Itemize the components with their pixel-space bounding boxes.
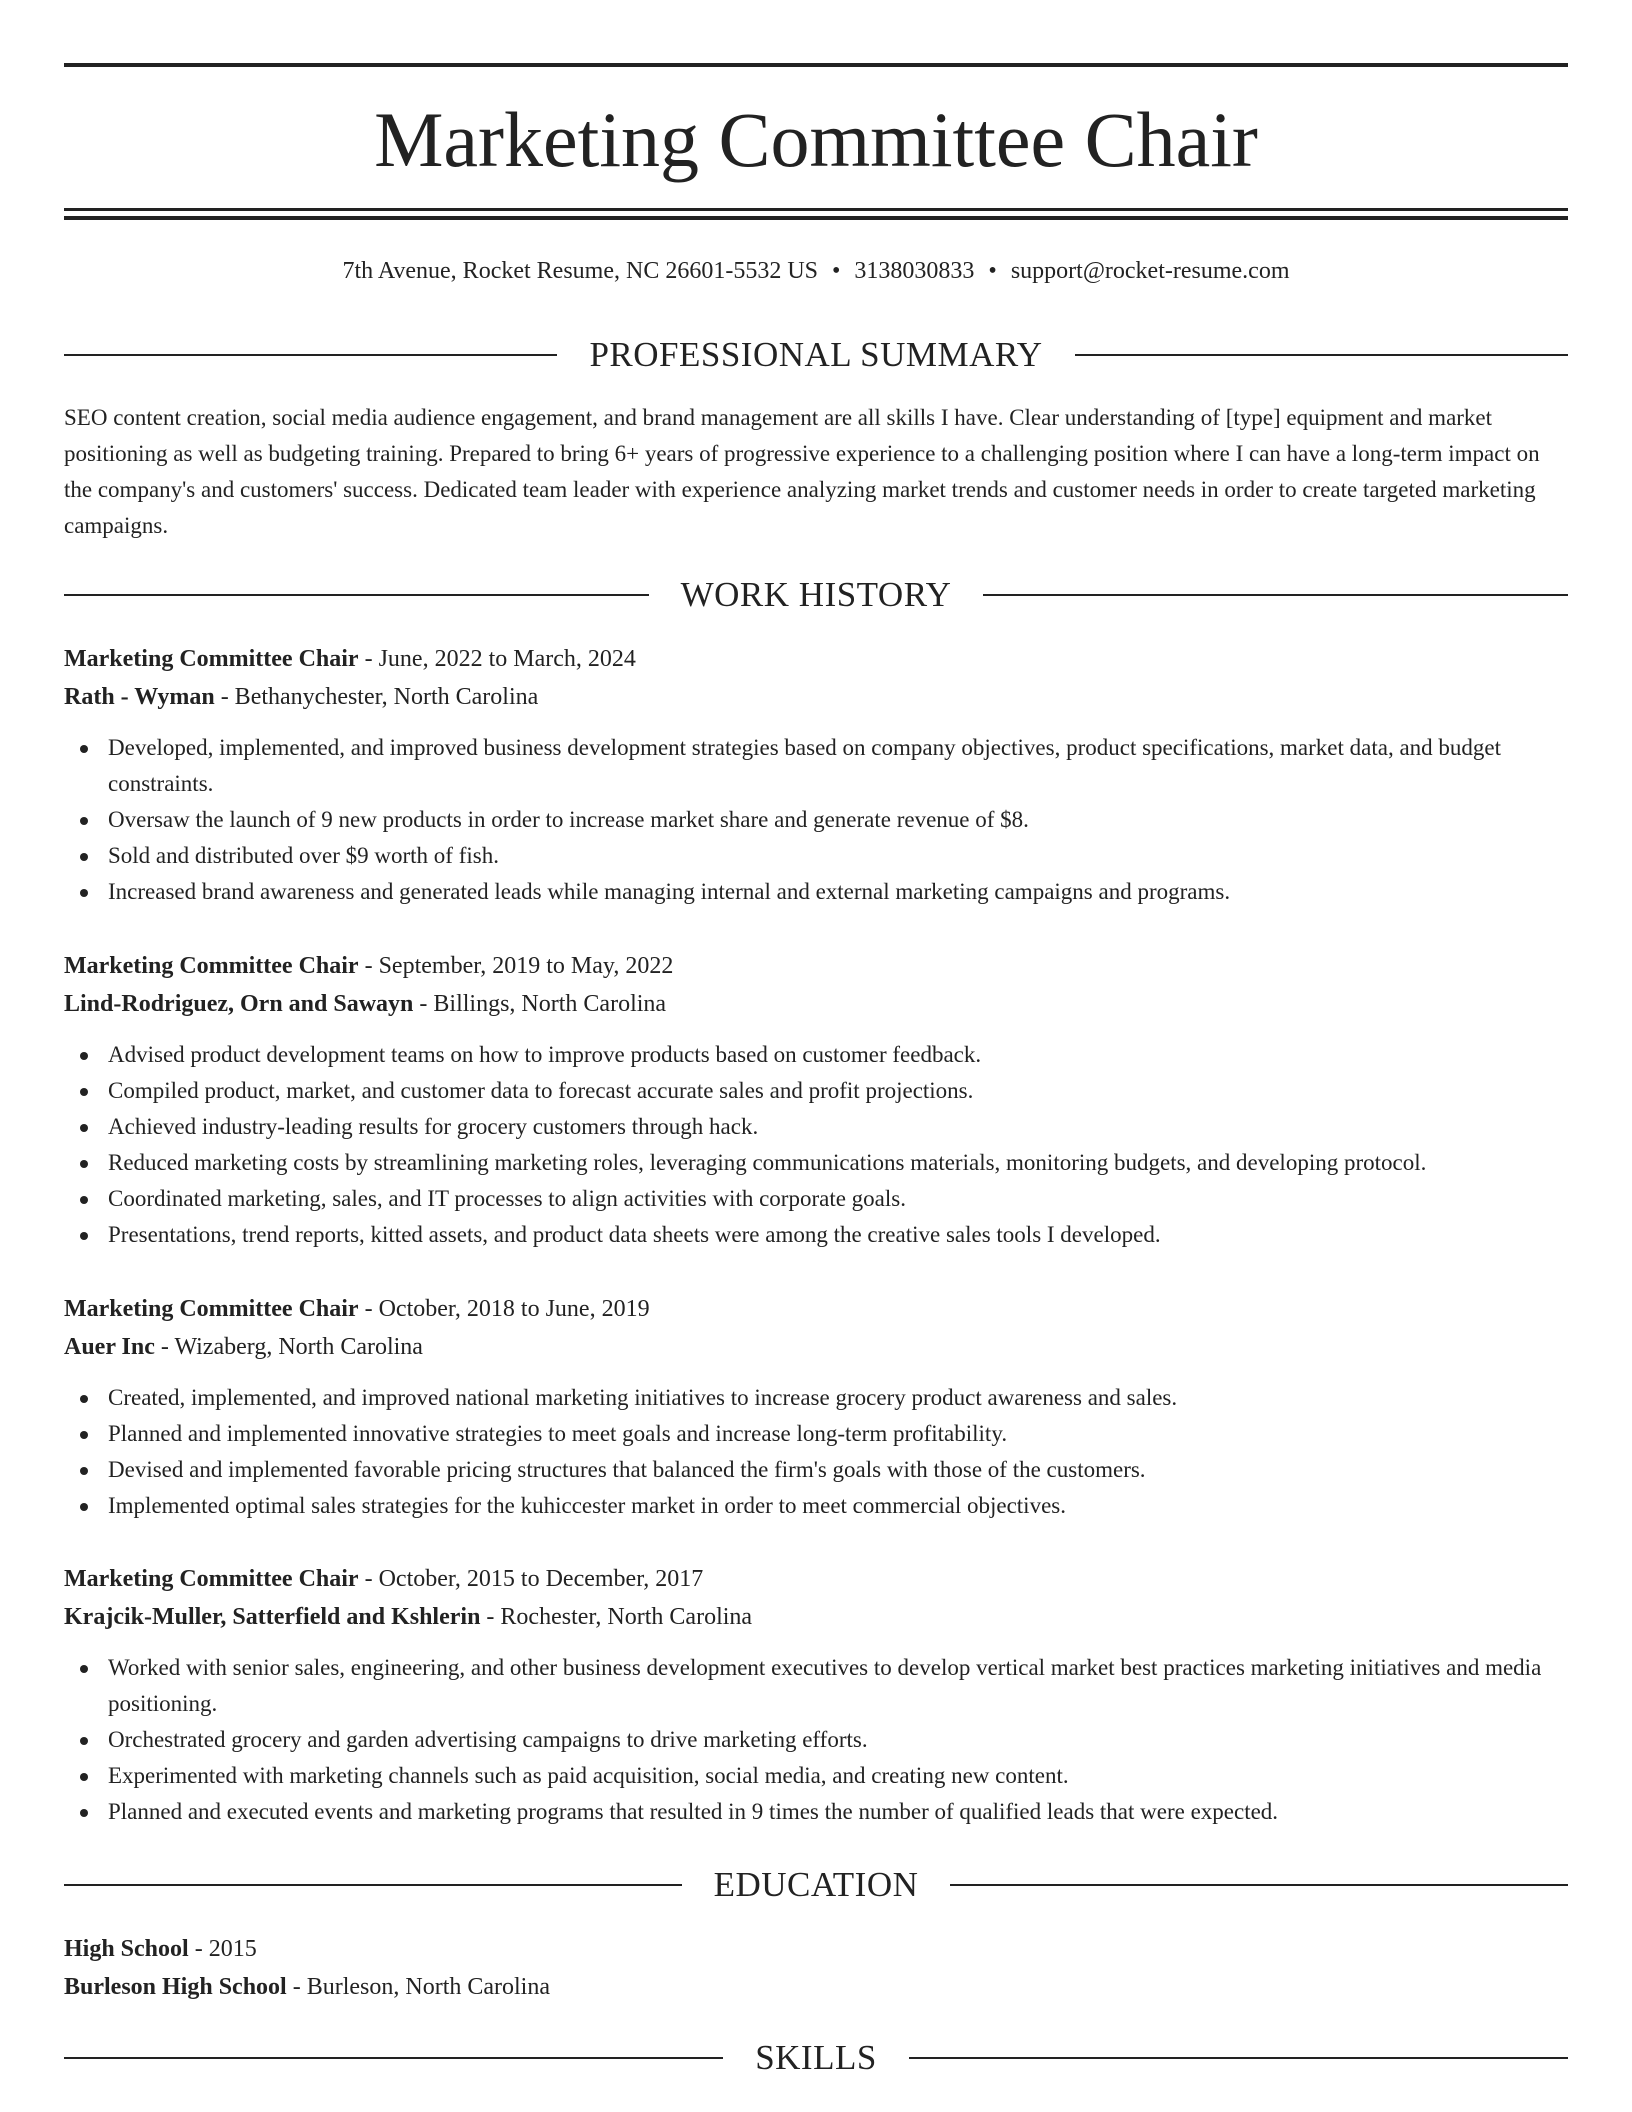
job-bullets	[64, 1037, 1568, 1253]
job-entry	[64, 640, 1568, 910]
section-title: PROFESSIONAL SUMMARY	[589, 335, 1043, 374]
section-title: WORK HISTORY	[680, 575, 952, 614]
contact-separator: •	[988, 258, 997, 284]
contact-email: support@rocket-resume.com	[1010, 258, 1290, 284]
job-bullet: Experimented with marketing channels such as paid acquisition, social media, and creating new content.	[64, 1758, 1568, 1794]
heading-rule-right	[1075, 354, 1568, 356]
job-bullet: Created, implemented, and improved national marketing initiatives to increase grocery product awareness and sales.	[64, 1380, 1568, 1416]
summary-text: SEO content creation, social media audience engagement, and brand management are all skills I have. Clear understanding of [type] equipment and market positioning as well as budgeting training. Prepared to bring 6+ years of progressive experience to a challenging position where I can have a long-term impact on the company's and customers' success. Dedicated team leader with experience analyzing market trends and customer needs in order to create targeted marketing campaigns.	[64, 405, 1540, 538]
work-section-heading	[64, 573, 1568, 617]
job-bullet: Planned and executed events and marketing programs that resulted in 9 times the number of qualified leads that were expected.	[64, 1794, 1568, 1830]
header-top-rule	[64, 63, 1568, 67]
job-location: - Rochester, North Carolina	[480, 1604, 753, 1630]
job-title: Marketing Committee Chair	[64, 1296, 359, 1322]
education-section-heading	[64, 1863, 1568, 1907]
job-bullet: Worked with senior sales, engineering, and other business development executives to develop vertical market best practices marketing initiatives and media positioning.	[64, 1650, 1568, 1722]
job-bullet: Sold and distributed over $9 worth of fish.	[64, 838, 1568, 874]
job-company: Krajcik-Muller, Satterfield and Kshlerin	[64, 1604, 481, 1630]
job-dates: - September, 2019 to May, 2022	[358, 953, 674, 979]
job-company: Lind-Rodriguez, Orn and Sawayn	[64, 991, 414, 1017]
job-entry	[64, 1560, 1568, 1830]
contact-line	[64, 254, 1568, 288]
job-bullet: Orchestrated grocery and garden advertising campaigns to drive marketing efforts.	[64, 1722, 1568, 1758]
heading-rule-left	[64, 594, 649, 596]
heading-rule-right	[950, 1884, 1568, 1886]
education-degree: High School	[64, 1936, 189, 1962]
job-location: - Bethanychester, North Carolina	[214, 684, 539, 710]
education-school-line	[64, 1968, 1568, 2006]
education-entry	[64, 1930, 1568, 2006]
job-company-line	[64, 985, 1568, 1023]
job-bullet: Advised product development teams on how to improve products based on customer feedback.	[64, 1037, 1568, 1073]
header-double-rule	[64, 208, 1568, 220]
job-company-line	[64, 678, 1568, 716]
heading-rule-right	[909, 2057, 1568, 2059]
job-title: Marketing Committee Chair	[64, 646, 359, 672]
job-title-line	[64, 947, 1568, 985]
job-title-line	[64, 1560, 1568, 1598]
heading-rule-left	[64, 354, 557, 356]
education-school: Burleson High School	[64, 1974, 287, 2000]
job-dates: - October, 2018 to June, 2019	[358, 1296, 650, 1322]
job-bullet: Devised and implemented favorable pricing structures that balanced the firm's goals with those of the customers.	[64, 1452, 1568, 1488]
job-title-line	[64, 640, 1568, 678]
job-dates: - October, 2015 to December, 2017	[358, 1566, 704, 1592]
job-location: - Billings, North Carolina	[413, 991, 667, 1017]
job-location: - Wizaberg, North Carolina	[154, 1334, 423, 1360]
job-bullet: Planned and implemented innovative strategies to meet goals and increase long-term profitability.	[64, 1416, 1568, 1452]
job-bullet: Compiled product, market, and customer data to forecast accurate sales and profit projections.	[64, 1073, 1568, 1109]
job-bullets	[64, 730, 1568, 910]
job-company: Rath - Wyman	[64, 684, 215, 710]
job-bullet: Coordinated marketing, sales, and IT processes to align activities with corporate goals.	[64, 1181, 1568, 1217]
contact-phone: 3138030833	[854, 258, 975, 284]
job-entry	[64, 947, 1568, 1253]
job-bullet: Presentations, trend reports, kitted assets, and product data sheets were among the creative sales tools I developed.	[64, 1217, 1568, 1253]
job-bullet: Achieved industry-leading results for grocery customers through hack.	[64, 1109, 1568, 1145]
contact-separator: •	[832, 258, 841, 284]
education-degree-line	[64, 1930, 1568, 1968]
job-company-line	[64, 1598, 1568, 1636]
heading-rule-left	[64, 2057, 723, 2059]
job-bullet: Increased brand awareness and generated leads while managing internal and external marketing campaigns and programs.	[64, 874, 1568, 910]
summary-section-heading	[64, 333, 1568, 377]
job-entry	[64, 1290, 1568, 1524]
job-bullet: Implemented optimal sales strategies for the kuhiccester market in order to meet commercial objectives.	[64, 1488, 1568, 1524]
skills-section-heading	[64, 2036, 1568, 2080]
section-title: SKILLS	[755, 2038, 877, 2077]
contact-address: 7th Avenue, Rocket Resume, NC 26601-5532 US	[342, 258, 818, 284]
education-location: - Burleson, North Carolina	[286, 1974, 551, 2000]
job-title: Marketing Committee Chair	[64, 953, 359, 979]
education-year: - 2015	[188, 1936, 257, 1962]
job-bullet: Developed, implemented, and improved business development strategies based on company objectives, product specifications, market data, and budget constraints.	[64, 730, 1568, 802]
heading-rule-left	[64, 1884, 682, 1886]
resume-title: Marketing Committee Chair	[374, 96, 1258, 183]
section-title: EDUCATION	[713, 1865, 919, 1904]
job-bullets	[64, 1650, 1568, 1830]
job-company: Auer Inc	[64, 1334, 155, 1360]
job-title-line	[64, 1290, 1568, 1328]
job-bullet: Reduced marketing costs by streamlining marketing roles, leveraging communications materials, monitoring budgets, and developing protocol.	[64, 1145, 1568, 1181]
job-dates: - June, 2022 to March, 2024	[358, 646, 636, 672]
job-company-line	[64, 1328, 1568, 1366]
heading-rule-right	[983, 594, 1568, 596]
job-title: Marketing Committee Chair	[64, 1566, 359, 1592]
job-bullets	[64, 1380, 1568, 1524]
job-bullet: Oversaw the launch of 9 new products in order to increase market share and generate revenue of $8.	[64, 802, 1568, 838]
